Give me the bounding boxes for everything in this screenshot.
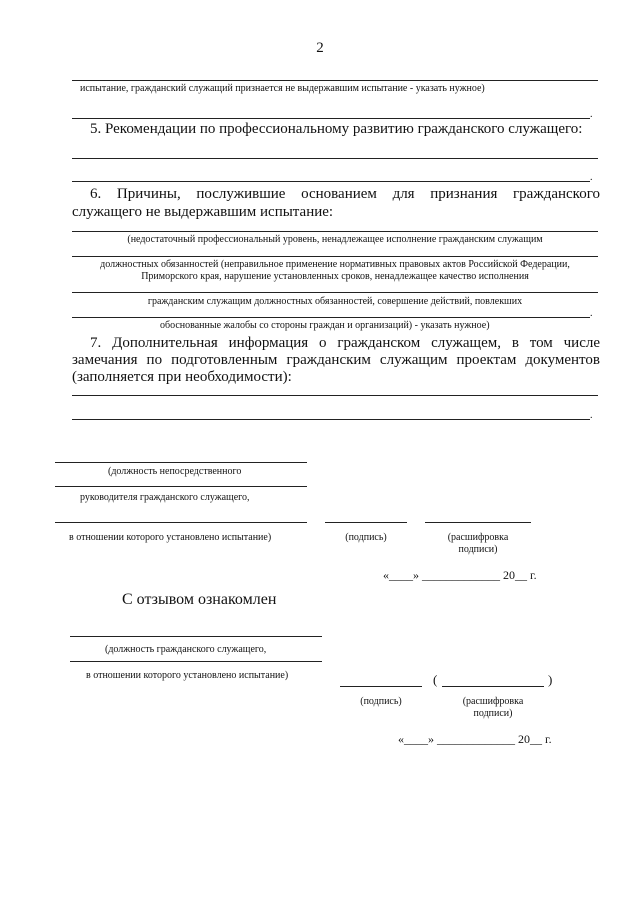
fill-line [55,522,307,523]
section5-title: 5. Рекомендации по профессиональному развитию гражданского служащего: [90,121,583,137]
signature-line [340,686,422,687]
sign2-paren-close: ) [548,672,553,687]
signature-line [325,522,407,523]
decode-line [442,686,544,687]
sign1-position-3: в отношении которого установлено испытание) [69,532,272,543]
decode-line [425,522,531,523]
sign1-date: «____» _____________ 20__ г. [383,568,537,582]
fill-line [72,292,598,293]
sign2-decode-caption-2: подписи) [473,708,513,719]
fill-line [55,486,307,487]
section6-note3: Приморского края, нарушение установленных сроков, ненадлежащее качество исполнения [141,271,529,282]
fill-line [72,158,598,159]
section6-note1: (недостаточный профессиональный уровень, ненадлежащее исполнение гражданским служащим [127,234,543,245]
page-number: 2 [316,40,324,56]
section6-title-line1: 6. Причины, послужившие основанием для признания гражданского [90,186,600,202]
section6-note4: гражданским служащим должностных обязанностей, совершение действий, повлекших [147,296,523,307]
section7-line2: замечания по подготовленным гражданским служащим проектам документов [72,352,600,368]
sign2-signature-caption: (подпись) [360,696,402,707]
sign1-decode-caption-1: (расшифровка [447,532,509,543]
acquainted-heading: С отзывом ознакомлен [122,591,277,608]
fill-line [72,181,590,182]
section6-note5: обоснованные жалобы со стороны граждан и организаций) - указать нужное) [160,320,490,331]
fill-line [72,118,590,119]
fill-line [72,231,598,232]
section6-note2: должностных обязанностей (неправильное применение нормативных правовых актов Российской Федерации, [100,259,570,270]
period-mark: . [590,308,593,319]
fill-line [55,462,307,463]
sign2-decode-caption-1: (расшифровка [462,696,524,707]
fill-line [72,395,598,396]
sign2-position-1: (должность гражданского служащего, [105,644,267,655]
section6-title-line2: служащего не выдержавшим испытание: [72,204,334,220]
sign1-position-2: руководителя гражданского служащего, [80,492,250,503]
sign1-position-1: (должность непосредственного [108,466,242,477]
sign1-signature-caption: (подпись) [345,532,387,543]
section7-line3: (заполняется при необходимости): [72,369,292,385]
sign2-paren-open: ( [433,672,438,687]
fill-line [72,317,590,318]
period-mark: . [590,410,593,421]
fill-line [72,256,598,257]
fill-line [70,661,322,662]
section7-line1: 7. Дополнительная информация о гражданском служащем, в том числе [90,335,600,351]
period-mark: . [590,172,593,183]
top-note: испытание, гражданский служащий признается не выдержавшим испытание - указать нужное) [80,83,485,94]
fill-line [70,636,322,637]
sign2-position-2: в отношении которого установлено испытание) [86,670,289,681]
fill-line [72,419,590,420]
sign1-decode-caption-2: подписи) [458,544,498,555]
fill-line [72,80,598,81]
sign2-date: «____» _____________ 20__ г. [398,732,552,746]
period-mark: . [590,109,593,120]
